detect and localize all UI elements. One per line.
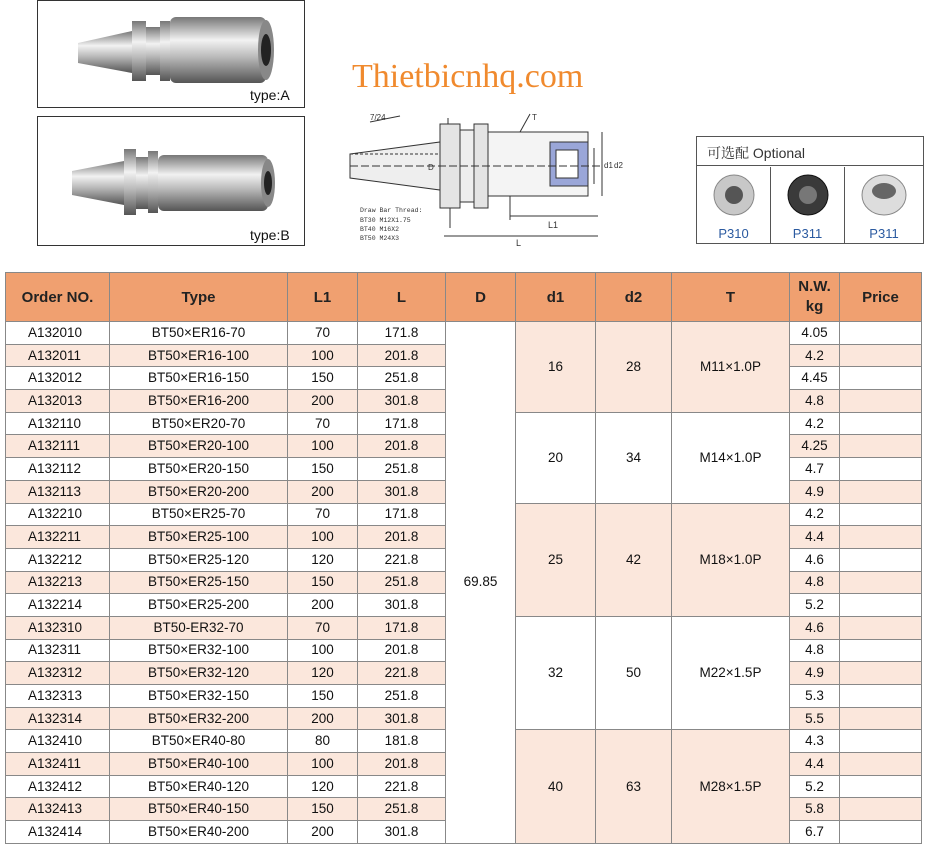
cell-order-no: A132210 <box>6 503 110 526</box>
cell-nw: 4.6 <box>790 548 840 571</box>
cell-type: BT50-ER32-70 <box>110 616 288 639</box>
cell-type: BT50×ER25-100 <box>110 526 288 549</box>
cell-l1: 100 <box>288 526 358 549</box>
cell-nw: 4.25 <box>790 435 840 458</box>
cell-l1: 200 <box>288 821 358 844</box>
cell-d2: 42 <box>596 503 672 616</box>
cell-l1: 70 <box>288 412 358 435</box>
cell-l1: 150 <box>288 367 358 390</box>
cell-l1: 150 <box>288 571 358 594</box>
cell-nw: 4.8 <box>790 390 840 413</box>
cell-price <box>840 571 922 594</box>
type-b-label: type:B <box>250 227 290 243</box>
header-type: Type <box>110 273 288 322</box>
cell-l: 171.8 <box>358 503 446 526</box>
cell-type: BT50×ER16-100 <box>110 344 288 367</box>
optional-item-label: P310 <box>718 226 749 241</box>
cell-order-no: A132110 <box>6 412 110 435</box>
cell-type: BT50×ER25-70 <box>110 503 288 526</box>
cell-type: BT50×ER25-150 <box>110 571 288 594</box>
cell-nw: 4.2 <box>790 412 840 435</box>
type-b-image-box <box>37 116 305 246</box>
cell-nw: 4.05 <box>790 322 840 345</box>
optional-title: 可选配 Optional <box>707 145 806 161</box>
cell-order-no: A132413 <box>6 798 110 821</box>
cell-price <box>840 616 922 639</box>
cell-d2: 50 <box>596 616 672 729</box>
cell-nw: 5.2 <box>790 594 840 617</box>
cell-l1: 100 <box>288 344 358 367</box>
cell-l1: 200 <box>288 480 358 503</box>
cell-order-no: A132113 <box>6 480 110 503</box>
cell-l1: 200 <box>288 390 358 413</box>
cell-price <box>840 662 922 685</box>
cell-nw: 5.8 <box>790 798 840 821</box>
cell-l: 221.8 <box>358 548 446 571</box>
drawing-d2-label: d2 <box>614 161 623 170</box>
cell-l: 251.8 <box>358 685 446 708</box>
header-t: T <box>672 273 790 322</box>
table-row <box>6 322 922 345</box>
cell-l1: 200 <box>288 594 358 617</box>
drawing-d-label: D <box>428 163 434 172</box>
cell-price <box>840 548 922 571</box>
cell-price <box>840 344 922 367</box>
cell-l: 181.8 <box>358 730 446 753</box>
cell-price <box>840 503 922 526</box>
collet-nut-icon <box>697 169 771 225</box>
optional-item-p310 <box>697 167 771 243</box>
cell-l: 301.8 <box>358 821 446 844</box>
cell-order-no: A132211 <box>6 526 110 549</box>
cell-order-no: A132313 <box>6 685 110 708</box>
cell-type: BT50×ER20-100 <box>110 435 288 458</box>
cell-l: 251.8 <box>358 367 446 390</box>
cell-price <box>840 730 922 753</box>
cell-type: BT50×ER40-120 <box>110 775 288 798</box>
cell-t: M18×1.0P <box>672 503 790 616</box>
table-header-row <box>6 273 922 322</box>
cell-l1: 70 <box>288 503 358 526</box>
type-a-label: type:A <box>250 87 290 103</box>
header-price: Price <box>840 273 922 322</box>
cell-order-no: A132011 <box>6 344 110 367</box>
cell-d1: 40 <box>516 730 596 843</box>
cell-order-no: A132410 <box>6 730 110 753</box>
drawing-d1-label: d1 <box>604 161 613 170</box>
header-nw-line2: kg <box>805 298 824 315</box>
drawing-thread-bt30: BT30 M12X1.75 <box>360 217 411 224</box>
cell-nw: 4.8 <box>790 571 840 594</box>
cell-l1: 120 <box>288 775 358 798</box>
cell-price <box>840 753 922 776</box>
cell-price <box>840 639 922 662</box>
cell-l: 201.8 <box>358 526 446 549</box>
cell-l: 201.8 <box>358 639 446 662</box>
cell-type: BT50×ER20-70 <box>110 412 288 435</box>
cell-l: 171.8 <box>358 322 446 345</box>
drawing-t-label: T <box>532 113 537 122</box>
technical-drawing <box>340 108 630 248</box>
cell-l: 171.8 <box>358 616 446 639</box>
cell-type: BT50×ER40-100 <box>110 753 288 776</box>
cell-price <box>840 367 922 390</box>
cell-price <box>840 707 922 730</box>
cell-order-no: A132214 <box>6 594 110 617</box>
cell-order-no: A132013 <box>6 390 110 413</box>
cell-l: 301.8 <box>358 707 446 730</box>
cell-l1: 150 <box>288 458 358 481</box>
cell-l1: 70 <box>288 616 358 639</box>
cell-l: 301.8 <box>358 594 446 617</box>
cell-price <box>840 798 922 821</box>
cell-price <box>840 775 922 798</box>
cell-l1: 100 <box>288 753 358 776</box>
cell-type: BT50×ER16-70 <box>110 322 288 345</box>
header-l1: L1 <box>288 273 358 322</box>
cell-type: BT50×ER32-120 <box>110 662 288 685</box>
optional-item-label: P311 <box>869 226 899 241</box>
spec-table-body <box>6 322 922 844</box>
cell-type: BT50×ER40-150 <box>110 798 288 821</box>
cell-l: 301.8 <box>358 480 446 503</box>
cell-l1: 100 <box>288 639 358 662</box>
cell-l: 201.8 <box>358 435 446 458</box>
drawing-l1-label: L1 <box>548 220 559 230</box>
cell-price <box>840 322 922 345</box>
cell-l: 251.8 <box>358 571 446 594</box>
cell-l: 251.8 <box>358 798 446 821</box>
drawing-thread-title: Draw Bar Thread: <box>360 207 423 214</box>
cell-order-no: A132112 <box>6 458 110 481</box>
cell-price <box>840 821 922 844</box>
cell-nw: 4.9 <box>790 480 840 503</box>
cell-l1: 100 <box>288 435 358 458</box>
optional-item-label: P311 <box>792 226 823 241</box>
cell-type: BT50×ER25-120 <box>110 548 288 571</box>
collet-nut-dark-icon <box>771 169 845 225</box>
cell-order-no: A132111 <box>6 435 110 458</box>
cell-order-no: A132414 <box>6 821 110 844</box>
cell-order-no: A132412 <box>6 775 110 798</box>
cell-l: 201.8 <box>358 753 446 776</box>
cell-type: BT50×ER40-200 <box>110 821 288 844</box>
cell-l: 221.8 <box>358 662 446 685</box>
cell-nw: 4.4 <box>790 753 840 776</box>
cell-order-no: A132314 <box>6 707 110 730</box>
cell-t: M14×1.0P <box>672 412 790 503</box>
cell-nw: 4.6 <box>790 616 840 639</box>
cell-nw: 4.45 <box>790 367 840 390</box>
cell-type: BT50×ER40-80 <box>110 730 288 753</box>
optional-item-p311-bearing <box>845 167 923 243</box>
cell-l1: 70 <box>288 322 358 345</box>
cell-l: 251.8 <box>358 458 446 481</box>
cell-d2: 28 <box>596 322 672 413</box>
cell-nw: 4.3 <box>790 730 840 753</box>
optional-item-p311 <box>771 167 845 243</box>
cell-l: 171.8 <box>358 412 446 435</box>
drawing-thread-bt50: BT50 M24X3 <box>360 235 400 242</box>
cell-type: BT50×ER25-200 <box>110 594 288 617</box>
cell-nw: 5.3 <box>790 685 840 708</box>
collet-nut-bearing-icon <box>845 169 923 225</box>
tool-holder-b-icon <box>42 121 302 241</box>
header-order-no: Order NO. <box>6 273 110 322</box>
cell-l: 201.8 <box>358 344 446 367</box>
cell-l1: 120 <box>288 662 358 685</box>
cell-price <box>840 685 922 708</box>
cell-price <box>840 412 922 435</box>
cell-order-no: A132213 <box>6 571 110 594</box>
cell-order-no: A132212 <box>6 548 110 571</box>
cell-nw: 6.7 <box>790 821 840 844</box>
cell-l1: 200 <box>288 707 358 730</box>
cell-d1: 32 <box>516 616 596 729</box>
cell-nw: 4.4 <box>790 526 840 549</box>
cell-d1: 25 <box>516 503 596 616</box>
drawing-l-label: L <box>516 238 522 248</box>
cell-l1: 150 <box>288 798 358 821</box>
cell-order-no: A132312 <box>6 662 110 685</box>
site-name: Thietbicnhq.com <box>352 58 584 95</box>
cell-nw: 4.8 <box>790 639 840 662</box>
cell-d: 69.85 <box>446 322 516 844</box>
header-d: D <box>446 273 516 322</box>
cell-t: M11×1.0P <box>672 322 790 413</box>
cell-price <box>840 435 922 458</box>
cell-l1: 120 <box>288 548 358 571</box>
header-l: L <box>358 273 446 322</box>
cell-price <box>840 480 922 503</box>
header-d1: d1 <box>516 273 596 322</box>
cell-l: 221.8 <box>358 775 446 798</box>
cell-nw: 4.7 <box>790 458 840 481</box>
cell-l: 301.8 <box>358 390 446 413</box>
cell-t: M22×1.5P <box>672 616 790 729</box>
cell-order-no: A132010 <box>6 322 110 345</box>
cell-type: BT50×ER16-150 <box>110 367 288 390</box>
cell-t: M28×1.5P <box>672 730 790 843</box>
cell-d1: 16 <box>516 322 596 413</box>
cell-type: BT50×ER32-150 <box>110 685 288 708</box>
header-nw-line1: N.W. <box>798 278 831 295</box>
cell-nw: 5.2 <box>790 775 840 798</box>
header-d2: d2 <box>596 273 672 322</box>
cell-type: BT50×ER32-200 <box>110 707 288 730</box>
drawing-angle-label: 7/24 <box>370 113 386 122</box>
cell-nw: 5.5 <box>790 707 840 730</box>
cell-type: BT50×ER32-100 <box>110 639 288 662</box>
cell-order-no: A132311 <box>6 639 110 662</box>
cell-type: BT50×ER20-200 <box>110 480 288 503</box>
optional-accessories-box <box>696 136 924 244</box>
cell-type: BT50×ER20-150 <box>110 458 288 481</box>
spec-table <box>5 272 922 844</box>
cell-order-no: A132012 <box>6 367 110 390</box>
cell-l1: 80 <box>288 730 358 753</box>
cell-d2: 63 <box>596 730 672 843</box>
drawing-thread-bt40: BT40 M16X2 <box>360 226 400 233</box>
header-nw <box>790 273 840 322</box>
cell-d1: 20 <box>516 412 596 503</box>
cell-type: BT50×ER16-200 <box>110 390 288 413</box>
cell-nw: 4.9 <box>790 662 840 685</box>
cell-price <box>840 458 922 481</box>
cell-l1: 150 <box>288 685 358 708</box>
cell-price <box>840 594 922 617</box>
cell-order-no: A132310 <box>6 616 110 639</box>
type-a-image-box <box>37 0 305 108</box>
cell-price <box>840 526 922 549</box>
cell-nw: 4.2 <box>790 503 840 526</box>
cell-nw: 4.2 <box>790 344 840 367</box>
cell-d2: 34 <box>596 412 672 503</box>
cell-order-no: A132411 <box>6 753 110 776</box>
cell-price <box>840 390 922 413</box>
